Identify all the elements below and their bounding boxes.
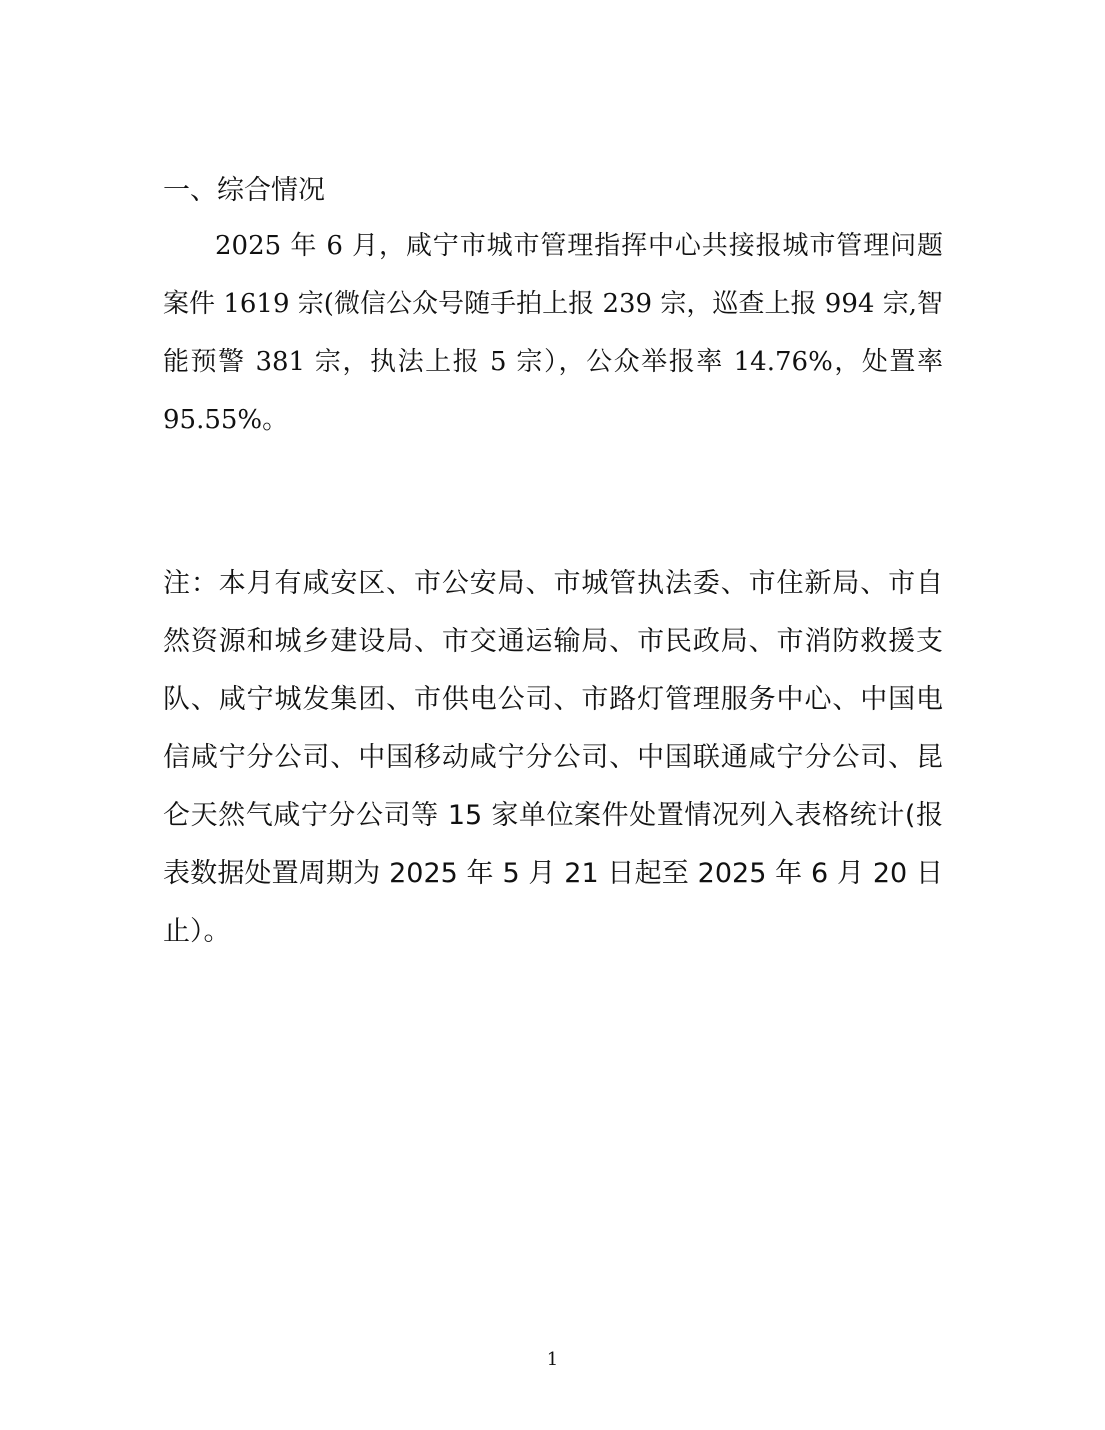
page-number: 1 — [546, 1349, 559, 1370]
summary-paragraph: 2025 年 6 月，咸宁市城市管理指挥中心共接报城市管理问题案件 1619 宗(微信公众号随手拍上报 239 宗，巡查上报 994 宗,智能预警 381 宗，执法上报 5 宗），公众举报率 14.76%，处置率 95.55%。 — [163, 231, 943, 435]
section-heading: 一、综合情况 — [163, 175, 325, 206]
note-paragraph: 注：本月有咸安区、市公安局、市城管执法委、市住新局、市自然资源和城乡建设局、市交通运输局、市民政局、市消防救援支队、咸宁城发集团、市供电公司、市路灯管理服务中心、中国电信咸宁分公司、中国移动咸宁分公司、中国联通咸宁分公司、昆仑天然气咸宁分公司等 15 家单位案件处置情况列入表格统计(报表数据处置周期为 2025 年 5 月 21 日起至 2025 年 6 月 20 日止）。 — [163, 568, 943, 947]
